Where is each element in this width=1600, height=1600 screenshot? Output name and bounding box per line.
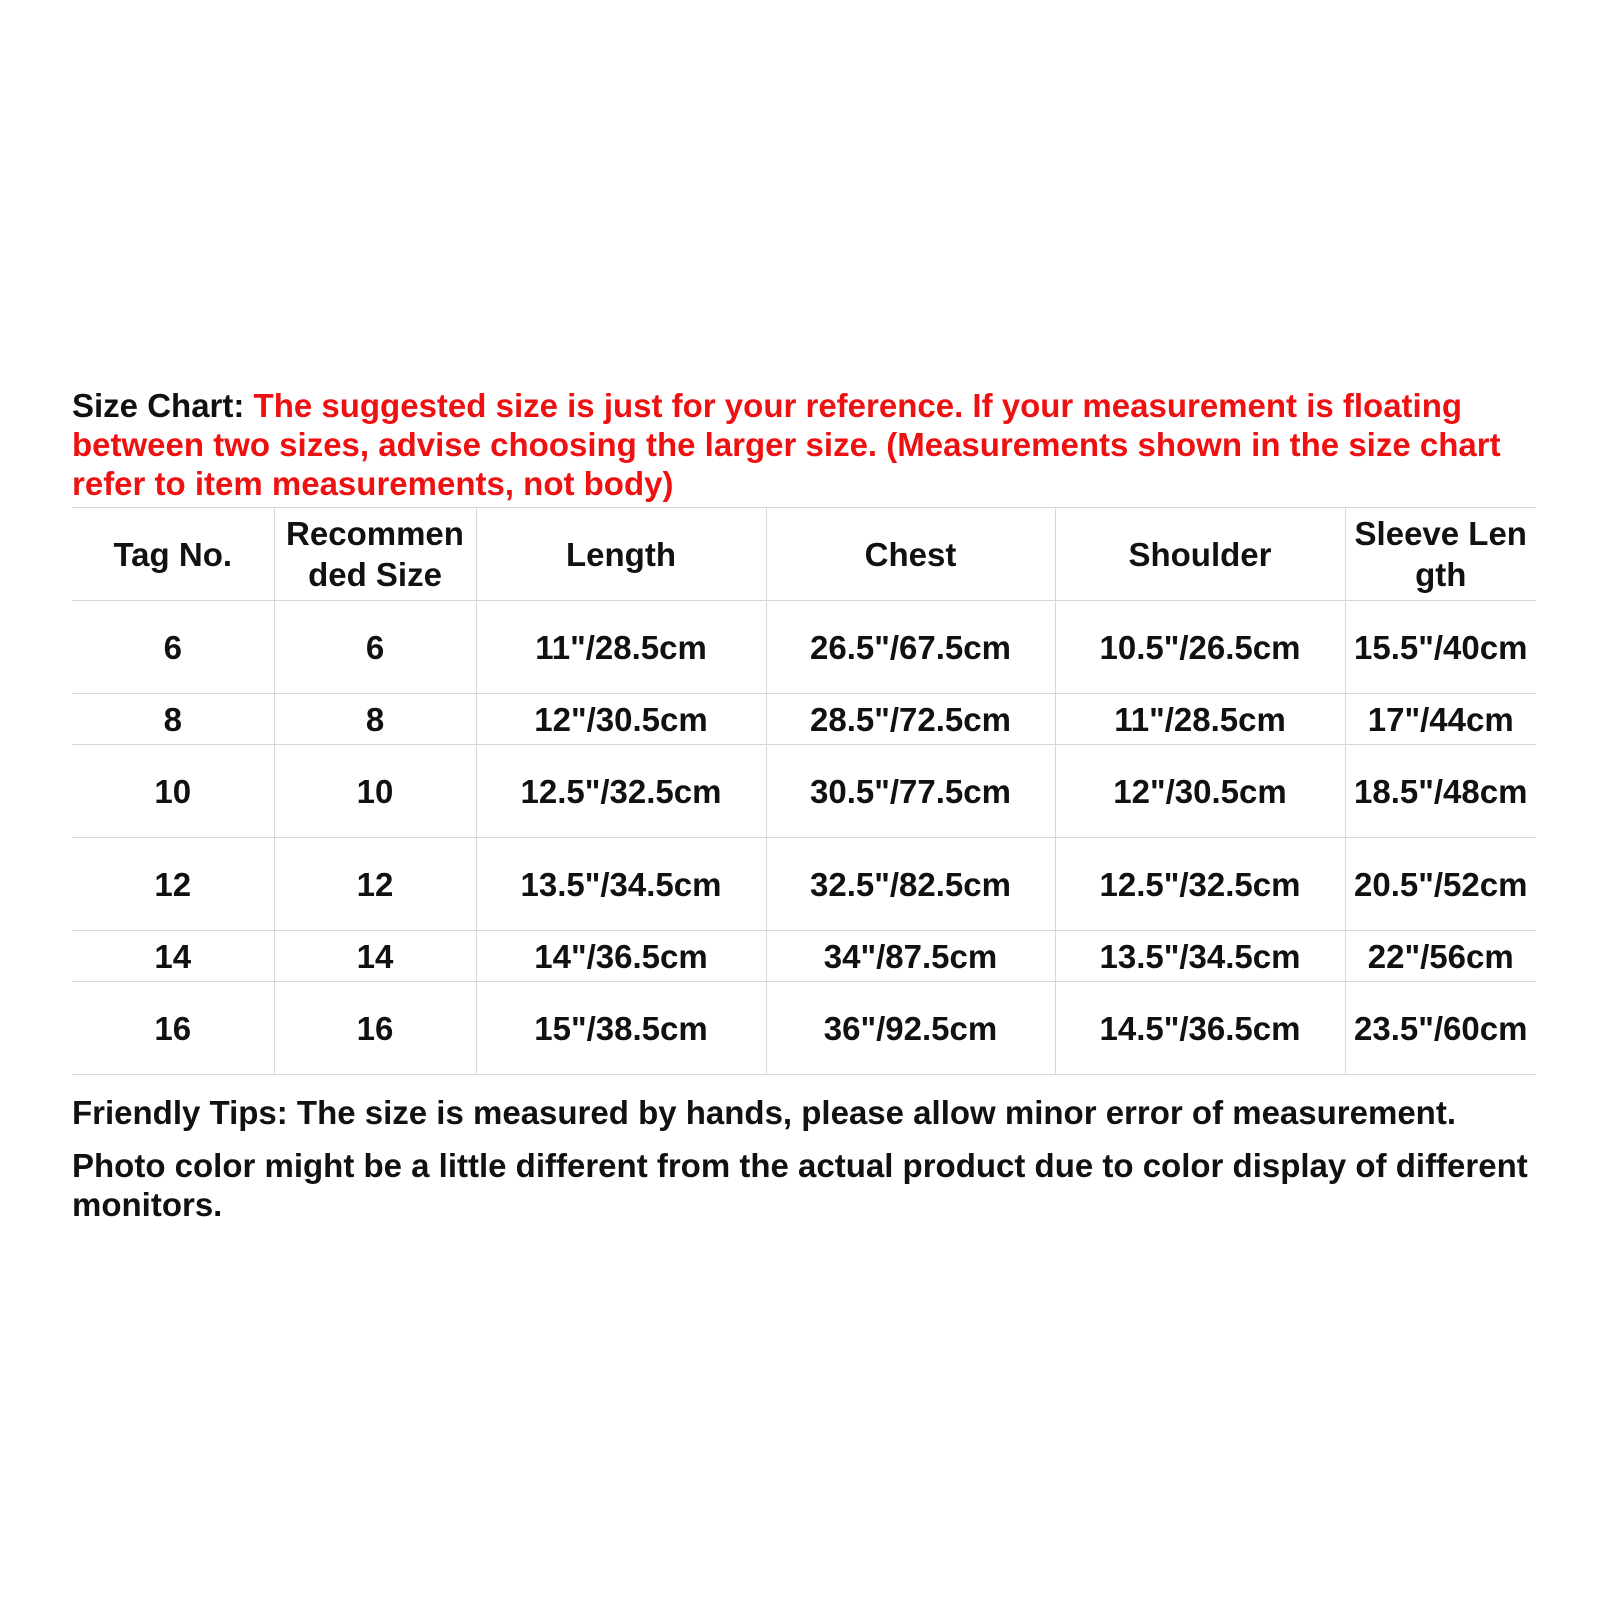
cell-tag-no: 14	[72, 931, 274, 982]
cell-sleeve-length: 18.5"/48cm	[1345, 745, 1536, 838]
cell-shoulder: 11"/28.5cm	[1055, 694, 1345, 745]
column-header-tag-no: Tag No.	[72, 508, 274, 601]
cell-tag-no: 12	[72, 838, 274, 931]
cell-length: 12.5"/32.5cm	[476, 745, 766, 838]
cell-chest: 26.5"/67.5cm	[766, 601, 1055, 694]
table-row	[72, 838, 1536, 931]
column-header-recommended-size: Recommended Size	[274, 508, 476, 601]
cell-shoulder: 10.5"/26.5cm	[1055, 601, 1345, 694]
table-header-row	[72, 508, 1536, 601]
cell-recommended-size: 12	[274, 838, 476, 931]
size-table	[72, 507, 1536, 1075]
cell-recommended-size: 16	[274, 982, 476, 1075]
size-advice-note: The suggested size is just for your reference. If your measurement is floating between two sizes, advise choosing the larger size. (Measurements shown in the size chart refer to item measurements, not body)	[72, 387, 1501, 502]
cell-chest: 36"/92.5cm	[766, 982, 1055, 1075]
cell-tag-no: 8	[72, 694, 274, 745]
cell-chest: 28.5"/72.5cm	[766, 694, 1055, 745]
cell-tag-no: 6	[72, 601, 274, 694]
tips-color-note: Photo color might be a little different from the actual product due to color display of different monitors.	[72, 1147, 1528, 1223]
cell-recommended-size: 10	[274, 745, 476, 838]
table-row	[72, 694, 1536, 745]
friendly-tips	[72, 1093, 1536, 1224]
cell-length: 11"/28.5cm	[476, 601, 766, 694]
cell-sleeve-length: 15.5"/40cm	[1345, 601, 1536, 694]
table-row	[72, 982, 1536, 1075]
table-row	[72, 931, 1536, 982]
cell-tag-no: 16	[72, 982, 274, 1075]
cell-shoulder: 13.5"/34.5cm	[1055, 931, 1345, 982]
tips-measurement-note: Friendly Tips: The size is measured by hands, please allow minor error of measurement.	[72, 1094, 1456, 1131]
cell-chest: 30.5"/77.5cm	[766, 745, 1055, 838]
cell-chest: 34"/87.5cm	[766, 931, 1055, 982]
cell-shoulder: 12"/30.5cm	[1055, 745, 1345, 838]
size-chart-intro	[72, 386, 1536, 503]
cell-chest: 32.5"/82.5cm	[766, 838, 1055, 931]
cell-length: 14"/36.5cm	[476, 931, 766, 982]
column-header-sleeve-length: Sleeve Length	[1345, 508, 1536, 601]
cell-sleeve-length: 23.5"/60cm	[1345, 982, 1536, 1075]
cell-shoulder: 14.5"/36.5cm	[1055, 982, 1345, 1075]
table-row	[72, 601, 1536, 694]
cell-length: 12"/30.5cm	[476, 694, 766, 745]
column-header-length: Length	[476, 508, 766, 601]
column-header-chest: Chest	[766, 508, 1055, 601]
column-header-shoulder: Shoulder	[1055, 508, 1345, 601]
cell-recommended-size: 8	[274, 694, 476, 745]
cell-shoulder: 12.5"/32.5cm	[1055, 838, 1345, 931]
cell-recommended-size: 14	[274, 931, 476, 982]
cell-sleeve-length: 17"/44cm	[1345, 694, 1536, 745]
cell-recommended-size: 6	[274, 601, 476, 694]
table-row	[72, 745, 1536, 838]
cell-sleeve-length: 22"/56cm	[1345, 931, 1536, 982]
size-chart-section	[72, 386, 1536, 1238]
cell-length: 15"/38.5cm	[476, 982, 766, 1075]
cell-tag-no: 10	[72, 745, 274, 838]
cell-sleeve-length: 20.5"/52cm	[1345, 838, 1536, 931]
size-chart-label: Size Chart:	[72, 387, 245, 424]
cell-length: 13.5"/34.5cm	[476, 838, 766, 931]
